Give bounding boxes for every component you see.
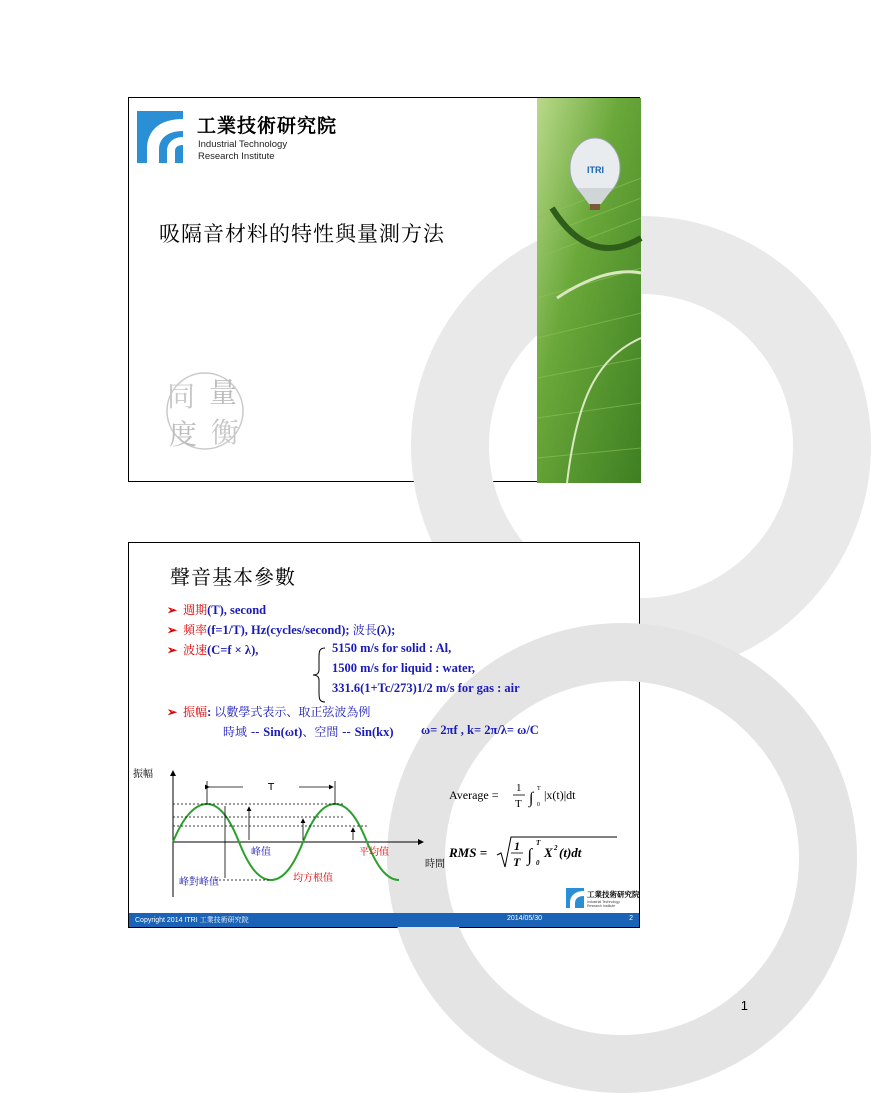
- svg-text:T: T: [513, 855, 521, 869]
- svg-text:T: T: [537, 786, 541, 792]
- org-name-cn: 工業技術研究院: [197, 115, 338, 137]
- speed-gas: 331.6(1+Tc/273)1/2 m/s for gas : air: [332, 681, 520, 695]
- speed-solid: 5150 m/s for solid : Al,: [332, 641, 452, 655]
- space-expr: Sin(kx): [354, 725, 394, 739]
- left-brace: [309, 646, 329, 704]
- omega-relation: ω= 2πf , k= 2π/λ= ω/C: [421, 723, 539, 737]
- parameters-slide: [128, 542, 640, 928]
- amplitude-axis-label: 振幅: [133, 769, 153, 780]
- svg-text:∫: ∫: [529, 790, 534, 807]
- arrow-bullet-icon: ➢: [167, 623, 178, 637]
- svg-text:Average =: Average =: [449, 788, 499, 802]
- bullet-text: (f=1/T), Hz(cycles/second);: [207, 623, 353, 637]
- svg-text:0: 0: [536, 859, 540, 867]
- time-domain-expr: Sin(ωt): [263, 725, 303, 739]
- small-logo-cn: 工業技術研究院: [587, 890, 640, 899]
- bullet-label: 週期: [183, 603, 208, 617]
- org-name-en-line1: Industrial Technology: [198, 139, 288, 150]
- rms-formula: [449, 831, 619, 875]
- page-number: 1: [740, 998, 748, 1013]
- slide-footer: [129, 913, 639, 927]
- time-domain-label: 時域 --: [223, 725, 264, 739]
- itri-logo-small-icon: [566, 888, 639, 910]
- svg-text:X: X: [544, 845, 553, 860]
- footer-copyright: Copyright 2014 ITRI 工業技術研究院: [135, 917, 249, 924]
- bullet-label: 頻率: [183, 623, 208, 637]
- mean-label: 平均值: [359, 847, 389, 858]
- average-formula: [449, 779, 609, 819]
- small-logo-en2: Research Institute: [587, 904, 616, 908]
- space-label: 、空間 --: [302, 725, 355, 739]
- seal-char-3: 度: [169, 418, 198, 451]
- bullet-amplitude: [167, 703, 370, 720]
- seal-char-2: 量: [209, 376, 238, 409]
- svg-text:2: 2: [554, 844, 558, 852]
- bullet-label: 波速: [183, 643, 208, 657]
- slide-title: 吸隔音材料的特性與量測方法: [159, 222, 445, 246]
- svg-text:T: T: [536, 839, 541, 847]
- footer-page: 2: [629, 915, 633, 922]
- bullet-text: :: [207, 705, 215, 719]
- svg-text:∫: ∫: [527, 845, 532, 865]
- bullet-text: (C=f × λ),: [207, 643, 259, 657]
- bullet-extra-cn: 以數學式表示、取正弦波為例: [214, 705, 371, 719]
- speed-liquid: 1500 m/s for liquid : water,: [332, 661, 476, 675]
- peak-to-peak-label: 峰對峰值: [179, 877, 219, 888]
- time-space-expression: [223, 723, 394, 740]
- rms-label: 均方根值: [293, 873, 333, 884]
- svg-text:1: 1: [516, 782, 522, 794]
- title-slide: [128, 97, 640, 482]
- footer-date: 2014/05/30: [507, 915, 543, 922]
- sine-wave-diagram: [129, 757, 445, 907]
- org-name-en-line2: Research Institute: [198, 151, 275, 162]
- bullet-wave-speed: [167, 641, 258, 658]
- svg-text:RMS =: RMS =: [449, 845, 488, 860]
- svg-text:0: 0: [537, 802, 540, 808]
- field-balloon-photo: [537, 98, 641, 483]
- time-axis-label: 時間: [425, 859, 445, 870]
- small-logo-en1: Industrial Technology: [587, 900, 620, 904]
- bullet-label: 振幅: [183, 705, 208, 719]
- svg-text:T: T: [515, 798, 522, 810]
- seal-char-4: 衡: [211, 416, 240, 449]
- bullet-extra-cn: 波長: [352, 623, 377, 637]
- seal-stamp: [159, 370, 251, 452]
- seal-char-1: 同: [167, 380, 196, 413]
- balloon-label: ITRI: [587, 165, 604, 175]
- peak-label: 峰值: [251, 847, 271, 858]
- bullet-period: [167, 601, 266, 618]
- itri-logo-icon: [137, 111, 183, 163]
- arrow-bullet-icon: ➢: [167, 705, 178, 719]
- svg-text:(t)dt: (t)dt: [559, 845, 582, 860]
- bullet-extra: (λ);: [376, 623, 396, 637]
- bullet-frequency: [167, 621, 395, 638]
- bullet-text: (T), second: [207, 603, 267, 617]
- period-label: T: [268, 782, 275, 793]
- svg-text:|x(t)|dt: |x(t)|dt: [544, 788, 576, 802]
- arrow-bullet-icon: ➢: [167, 643, 178, 657]
- svg-text:1: 1: [514, 839, 520, 853]
- slide-title: 聲音基本參數: [170, 565, 296, 589]
- arrow-bullet-icon: ➢: [167, 603, 178, 617]
